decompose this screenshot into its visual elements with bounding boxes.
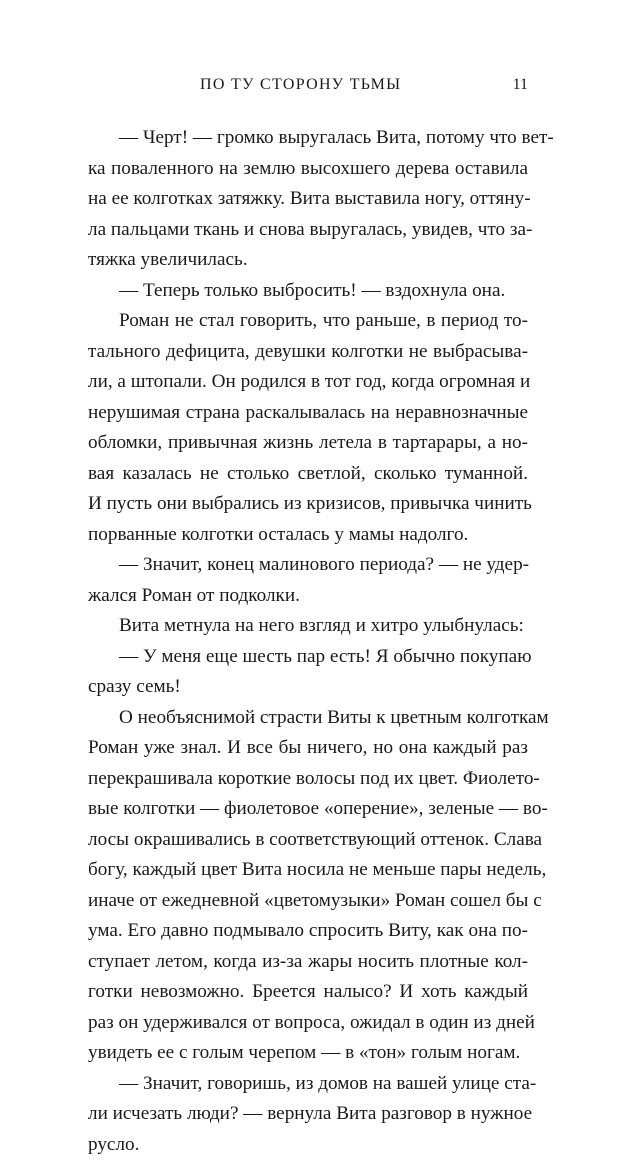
text-line: тального дефицита, девушки колготки не выбрасыва-: [88, 337, 528, 368]
text-line: лосы окрашивались в соответствующий оттенок. Слава: [88, 825, 528, 856]
text-line: И пусть они выбрались из кризисов, привычка чинить: [88, 489, 528, 520]
text-line: тяжка увеличилась.: [88, 245, 528, 276]
body-text: [88, 123, 528, 1160]
text-line: — У меня еще шесть пар есть! Я обычно покупаю: [88, 642, 528, 673]
text-line: ступает летом, когда из-за жары носить плотные кол-: [88, 947, 528, 978]
text-line: порванные колготки осталась у мамы надолго.: [88, 520, 528, 551]
text-line: — Теперь только выбросить! — вздохнула она.: [88, 276, 528, 307]
text-line: ума. Его давно подмывало спросить Виту, как она по-: [88, 916, 528, 947]
page-number: 11: [513, 76, 528, 94]
text-line: жался Роман от подколки.: [88, 581, 528, 612]
text-line: Роман не стал говорить, что раньше, в период то-: [88, 306, 528, 337]
text-line: вая казалась не столько светлой, сколько туманной.: [88, 459, 528, 490]
text-line: — Значит, говоришь, из домов на вашей улице ста-: [88, 1069, 528, 1100]
text-line: О необъяснимой страсти Виты к цветным колготкам: [88, 703, 528, 734]
text-line: — Значит, конец малинового периода? — не удер-: [88, 550, 528, 581]
text-line: русло.: [88, 1130, 528, 1160]
text-line: на ее колготках затяжку. Вита выставила ногу, оттяну-: [88, 184, 528, 215]
text-line: ла пальцами ткань и снова выругалась, увидев, что за-: [88, 215, 528, 246]
text-line: сразу семь!: [88, 672, 528, 703]
text-line: обломки, привычная жизнь летела в тартарары, а но-: [88, 428, 528, 459]
text-line: ка поваленного на землю высохшего дерева оставила: [88, 154, 528, 185]
text-line: перекрашивала короткие волосы под их цвет. Фиолето-: [88, 764, 528, 795]
text-line: нерушимая страна раскалывалась на неравнозначные: [88, 398, 528, 429]
text-line: Вита метнула на него взгляд и хитро улыбнулась:: [88, 611, 528, 642]
text-line: вые колготки — фиолетовое «оперение», зеленые — во-: [88, 794, 528, 825]
text-line: богу, каждый цвет Вита носила не меньше пары недель,: [88, 855, 528, 886]
text-line: ли, а штопали. Он родился в тот год, когда огромная и: [88, 367, 528, 398]
text-line: готки невозможно. Бреется налысо? И хоть каждый: [88, 977, 528, 1008]
text-line: — Черт! — громко выругалась Вита, потому что вет-: [88, 123, 528, 154]
running-title: ПО ТУ СТОРОНУ ТЬМЫ: [200, 76, 401, 94]
text-line: ли исчезать люди? — вернула Вита разговор в нужное: [88, 1099, 528, 1130]
text-line: иначе от ежедневной «цветомузыки» Роман сошел бы с: [88, 886, 528, 917]
text-line: увидеть ее с голым черепом — в «тон» голым ногам.: [88, 1038, 528, 1069]
running-head: [88, 76, 528, 100]
text-line: Роман уже знал. И все бы ничего, но она каждый раз: [88, 733, 528, 764]
text-line: раз он удерживался от вопроса, ожидал в один из дней: [88, 1008, 528, 1039]
